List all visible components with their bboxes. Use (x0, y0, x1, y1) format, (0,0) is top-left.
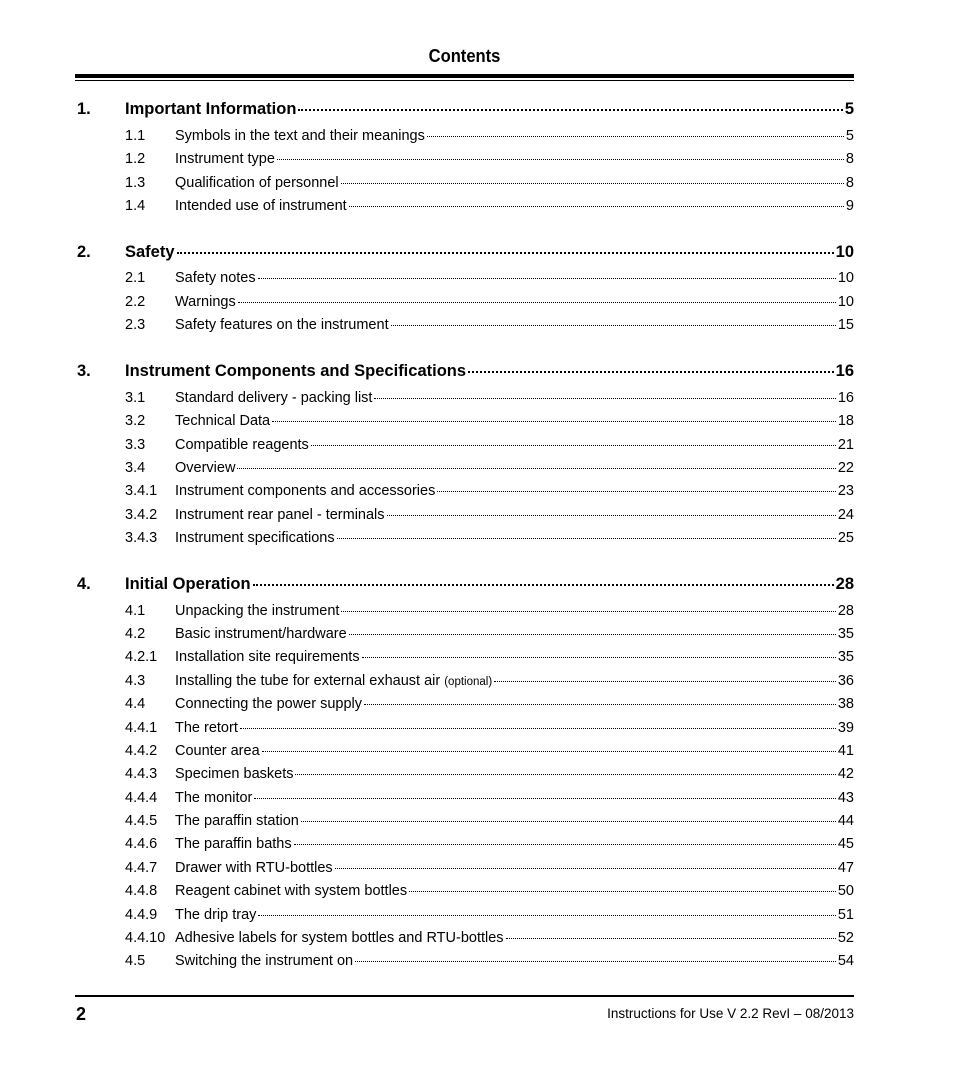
toc-entry-body (175, 198, 854, 214)
toc-entry-title-text: Intended use of instrument (175, 198, 347, 214)
toc-entry-title-text: Qualification of personnel (175, 175, 339, 191)
toc-entry-body (125, 362, 854, 381)
toc-entry-page: 21 (837, 437, 854, 453)
toc-entry-page: 39 (837, 720, 854, 736)
toc-entry-number: 4.2 (125, 626, 146, 642)
toc-entry-page: 25 (837, 530, 854, 546)
toc-entry-title (175, 198, 347, 214)
toc-entry-number: 3.4.2 (125, 507, 158, 523)
toc-entry-page: 23 (837, 483, 854, 499)
toc-entry-number: 2. (77, 243, 91, 261)
toc-entry-page: 8 (845, 151, 854, 167)
toc-entry-body (175, 294, 854, 310)
toc-leader-dots (298, 108, 842, 111)
toc-leader-dots (349, 633, 836, 635)
toc-entry-title-text: Warnings (175, 294, 236, 310)
toc-entry-body (175, 151, 854, 167)
toc-entry-title (175, 390, 372, 406)
toc-entry-title-text: The drip tray (175, 907, 257, 923)
toc-entry-body (175, 390, 854, 406)
toc-leader-dots (311, 444, 836, 446)
toc-entry-number: 3.4 (125, 460, 146, 476)
toc-entry-title (175, 883, 407, 899)
toc-entry-title-text: The monitor (175, 790, 253, 806)
toc-entry-title-text: Overview (175, 460, 236, 476)
toc-entry-title (175, 860, 333, 876)
toc-leader-dots (364, 703, 836, 705)
toc-leader-dots (427, 135, 844, 137)
toc-entry-body (175, 720, 854, 736)
toc-leader-dots (277, 158, 844, 160)
toc-entry-page: 28 (835, 575, 854, 593)
toc-entry-title (175, 413, 270, 429)
header-rule-thin (75, 80, 854, 81)
toc-entry-body (175, 603, 854, 619)
toc-entry-title-text: Safety notes (175, 270, 256, 286)
toc-entry-body (125, 575, 854, 594)
toc-entry-body (175, 883, 854, 899)
toc-leader-dots (258, 277, 836, 279)
toc-entry-body (175, 790, 854, 806)
toc-entry-title (175, 720, 238, 736)
toc-leader-dots (177, 251, 834, 254)
toc-entry-page: 50 (837, 883, 854, 899)
toc-entry-page: 24 (837, 507, 854, 523)
toc-leader-dots (341, 182, 844, 184)
toc-entry-number: 4.4.9 (125, 907, 158, 923)
toc-entry-page: 41 (837, 743, 854, 759)
toc-entry-title (125, 243, 175, 262)
toc-entry-number: 4.4.8 (125, 883, 158, 899)
toc-entry-title (175, 766, 293, 782)
toc-leader-dots (468, 370, 834, 373)
toc-entry-title (175, 907, 256, 923)
toc-entry-title-text: Technical Data (175, 413, 271, 429)
page-number: 2 (76, 1004, 87, 1024)
toc-entry-number: 1.1 (125, 128, 146, 144)
footer-document-version: Instructions for Use V 2.2 RevI – 08/2013 (607, 1006, 854, 1021)
toc-entry-page: 15 (837, 317, 854, 333)
toc-entry-body (175, 673, 854, 689)
toc-entry-body (175, 413, 854, 429)
toc-entry-page: 10 (835, 243, 854, 261)
toc-entry-number: 1.3 (125, 175, 146, 191)
toc-leader-dots (237, 467, 835, 469)
toc-entry-number: 3.4.1 (125, 483, 158, 499)
toc-entry-title-text: The paraffin station (175, 813, 299, 829)
toc-entry-number: 1.2 (125, 151, 146, 167)
toc-entry-body (125, 100, 854, 119)
toc-entry-title-text: Instrument rear panel - terminals (175, 507, 385, 523)
toc-entry-title-text: Instrument Components and Specifications (125, 362, 467, 380)
page-title: Contents (428, 46, 501, 66)
toc-entry-title-text: Specimen baskets (175, 766, 294, 782)
toc-entry-title (175, 507, 385, 523)
toc-entry-number: 3.2 (125, 413, 146, 429)
toc-entry-title (175, 530, 335, 546)
toc-entry-title (125, 362, 466, 381)
toc-leader-dots (391, 324, 836, 326)
toc-leader-dots (374, 397, 835, 399)
toc-entry-number: 4.4 (125, 696, 146, 712)
toc-entry-body (175, 766, 854, 782)
toc-leader-dots (258, 914, 835, 916)
toc-entry-body (175, 626, 854, 642)
toc-entry-body (175, 953, 854, 969)
toc-entry-title-text: Installing the tube for external exhaust air (175, 673, 441, 689)
toc-entry-page: 16 (837, 390, 854, 406)
toc-entry-title-text: Counter area (175, 743, 260, 759)
toc-entry-page: 38 (837, 696, 854, 712)
toc-leader-dots (272, 420, 836, 422)
toc-leader-dots (341, 610, 835, 612)
toc-entry-title-text: Initial Operation (125, 575, 251, 593)
toc-entry-title-text: Basic instrument/hardware (175, 626, 347, 642)
toc-leader-dots (254, 797, 835, 799)
toc-entry-number: 4.1 (125, 603, 146, 619)
toc-entry-body (175, 743, 854, 759)
toc-entry-title (125, 575, 251, 594)
toc-entry-page: 8 (845, 175, 854, 191)
toc-entry-body (175, 317, 854, 333)
toc-entry-body (175, 530, 854, 546)
toc-entry-title (175, 836, 292, 852)
toc-leader-dots (387, 514, 836, 516)
toc-entry-number: 4.4.2 (125, 743, 158, 759)
toc-entry-number: 3.4.3 (125, 530, 158, 546)
toc-entry-body (175, 649, 854, 665)
toc-leader-dots (295, 773, 835, 775)
toc-entry-body (175, 483, 854, 499)
toc-entry-number: 3.3 (125, 437, 146, 453)
toc-entry-page: 22 (837, 460, 854, 476)
toc-entry-page: 9 (845, 198, 854, 214)
toc-entry-title-text: Safety (125, 243, 175, 261)
toc-entry-page: 35 (837, 649, 854, 665)
toc-entry-number: 4. (77, 575, 91, 593)
toc-entry-title-text: Symbols in the text and their meanings (175, 128, 425, 144)
toc-entry-page: 5 (845, 128, 854, 144)
toc-entry-page: 42 (837, 766, 854, 782)
toc-entry-body (175, 696, 854, 712)
toc-entry-title-text: Compatible reagents (175, 437, 309, 453)
footer-rule (75, 995, 854, 997)
toc-entry-number: 2.1 (125, 270, 146, 286)
toc-leader-dots (355, 960, 836, 962)
toc-entry-page: 54 (837, 953, 854, 969)
toc-entry-title-text: Reagent cabinet with system bottles (175, 883, 408, 899)
toc-entry-body (175, 907, 854, 923)
toc-entry-title-text: Instrument specifications (175, 530, 335, 546)
toc-entry-body (175, 460, 854, 476)
toc-entry-title-text: The retort (175, 720, 238, 736)
toc-entry-page: 35 (837, 626, 854, 642)
toc-entry-title-text: Standard delivery - packing list (175, 390, 373, 406)
toc-entry-number: 1. (77, 100, 91, 118)
toc-entry-body (175, 270, 854, 286)
toc-leader-dots (349, 205, 844, 207)
toc-leader-dots (240, 727, 836, 729)
toc-entry-title (175, 483, 435, 499)
toc-entry-body (175, 860, 854, 876)
toc-entry-number: 1.4 (125, 198, 146, 214)
toc-entry-title-text: Installation site requirements (175, 649, 360, 665)
toc-entry-number: 4.4.1 (125, 720, 158, 736)
toc-leader-dots (253, 583, 834, 586)
toc-entry-number: 4.4.3 (125, 766, 158, 782)
toc-entry-page: 18 (837, 413, 854, 429)
toc-entry-page: 5 (844, 100, 854, 118)
toc-entry-title (175, 696, 362, 712)
toc-entry-page: 10 (837, 294, 854, 310)
toc-entry-number: 3. (77, 362, 91, 380)
toc-entry-page: 10 (837, 270, 854, 286)
toc-leader-dots (506, 937, 836, 939)
toc-leader-dots (262, 750, 836, 752)
toc-entry-title-text: Unpacking the instrument (175, 603, 340, 619)
toc-entry-title-text: The paraffin baths (175, 836, 292, 852)
toc-entry-title (175, 649, 360, 665)
toc-entry-number: 2.3 (125, 317, 146, 333)
toc-entry-title (175, 151, 275, 167)
toc-entry-page: 47 (837, 860, 854, 876)
toc-leader-dots (337, 537, 836, 539)
toc-entry-title (175, 128, 425, 144)
toc-entry-number: 4.4.10 (125, 930, 166, 946)
toc-entry-page: 45 (837, 836, 854, 852)
toc-entry-title (125, 100, 296, 119)
toc-entry-title (175, 790, 252, 806)
toc-entry-title (175, 437, 309, 453)
toc-entry-title-text: Connecting the power supply (175, 696, 363, 712)
toc-entry-title (175, 603, 339, 619)
toc-leader-dots (494, 680, 836, 682)
toc-entry-page: 28 (837, 603, 854, 619)
toc-entry-number: 4.3 (125, 673, 146, 689)
toc-entry-body (175, 813, 854, 829)
toc-entry-body (175, 175, 854, 191)
toc-entry-page: 36 (837, 673, 854, 689)
toc-entry-number: 4.5 (125, 953, 146, 969)
toc-leader-dots (335, 867, 836, 869)
toc-entry-title (175, 175, 339, 191)
toc-entry-title (175, 626, 347, 642)
toc-entry-page: 16 (835, 362, 854, 380)
toc-leader-dots (362, 656, 836, 658)
toc-entry-page: 51 (837, 907, 854, 923)
toc-entry-title (175, 953, 353, 969)
toc-leader-dots (301, 820, 836, 822)
toc-entry-number: 4.4.5 (125, 813, 158, 829)
toc-entry-number: 4.4.4 (125, 790, 158, 806)
toc-entry-number: 4.4.6 (125, 836, 158, 852)
toc-leader-dots (238, 301, 836, 303)
toc-entry-body (175, 507, 854, 523)
toc-entry-title-suffix: (optional) (444, 676, 493, 688)
toc-entry-body (175, 437, 854, 453)
toc-entry-title-text: Adhesive labels for system bottles and RTU-bottles (175, 930, 504, 946)
toc-entry-page: 44 (837, 813, 854, 829)
toc-entry-title (175, 813, 299, 829)
toc-entry-body (175, 930, 854, 946)
toc-entry-number: 4.2.1 (125, 649, 158, 665)
toc-entry-title (175, 673, 492, 689)
toc-entry-title (175, 743, 260, 759)
toc-entry-title (175, 294, 236, 310)
toc-entry-title (175, 460, 235, 476)
toc-entry-title-text: Safety features on the instrument (175, 317, 389, 333)
toc-entry-number: 4.4.7 (125, 860, 158, 876)
toc-entry-page: 43 (837, 790, 854, 806)
toc-leader-dots (409, 890, 836, 892)
toc-entry-title-text: Instrument type (175, 151, 275, 167)
header-rule-thick (75, 74, 854, 78)
toc-entry-title (175, 317, 389, 333)
toc-entry-number: 3.1 (125, 390, 146, 406)
toc-entry-title (175, 930, 504, 946)
toc-entry-title-text: Drawer with RTU-bottles (175, 860, 333, 876)
toc-entry-title (175, 270, 256, 286)
toc-entry-body (125, 243, 854, 262)
toc-entry-body (175, 128, 854, 144)
toc-entry-title-text: Instrument components and accessories (175, 483, 436, 499)
toc-entry-title-text: Switching the instrument on (175, 953, 354, 969)
toc-entry-body (175, 836, 854, 852)
toc-leader-dots (437, 490, 836, 492)
toc-entry-page: 52 (837, 930, 854, 946)
toc-leader-dots (294, 843, 836, 845)
toc-entry-title-text: Important Information (125, 100, 297, 118)
toc-entry-number: 2.2 (125, 294, 146, 310)
